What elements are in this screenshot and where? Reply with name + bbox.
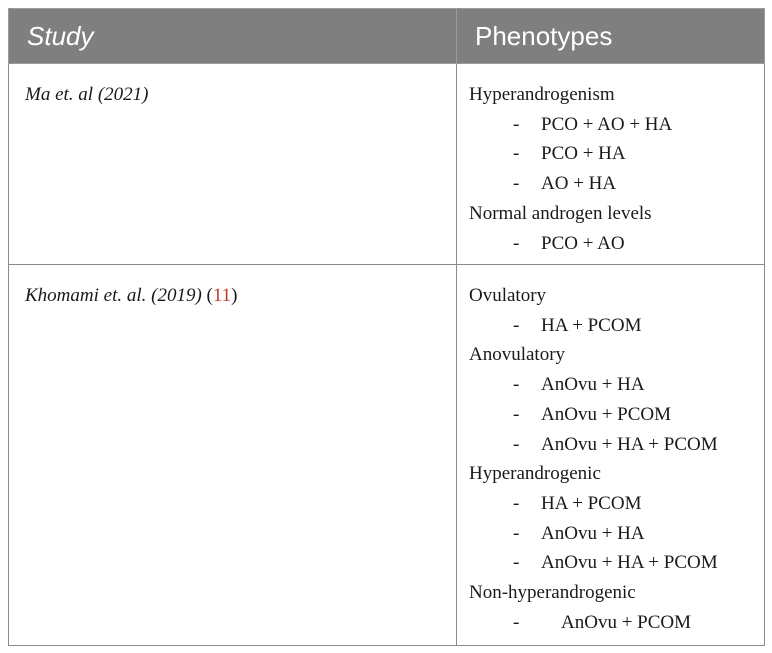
phenotype-group-label: Normal androgen levels xyxy=(469,202,652,224)
phenotype-item: - AnOvu + HA + PCOM xyxy=(513,552,718,574)
phenotype-group-label: Hyperandrogenic xyxy=(469,463,601,485)
study-name: Ma et. al (2021) xyxy=(25,84,149,105)
phenotype-group-label: Hyperandrogenism xyxy=(469,84,615,105)
phenotype-item: - AnOvu + HA xyxy=(513,522,645,544)
table-row xyxy=(9,265,765,646)
study-name: Khomami et. al. (2019) xyxy=(25,285,202,306)
phenotypes-table xyxy=(8,8,765,646)
phenotype-item: - PCO + HA xyxy=(513,143,626,165)
phenotype-item: - PCO + AO xyxy=(513,232,625,254)
header-row xyxy=(9,9,765,64)
phenotype-item: - HA + PCOM xyxy=(513,492,642,514)
phenotype-item: - AnOvu + HA + PCOM xyxy=(513,433,718,455)
phenotypes-cell xyxy=(457,265,765,646)
header-study: Study xyxy=(9,9,457,64)
citation-link[interactable]: 11 xyxy=(212,285,232,306)
phenotype-item: - AnOvu + PCOM xyxy=(513,403,672,425)
phenotype-item: - AnOvu + PCOM xyxy=(513,611,692,633)
phenotype-group-label: Ovulatory xyxy=(469,285,547,306)
phenotypes-cell xyxy=(457,64,765,265)
phenotype-item: - AnOvu + HA xyxy=(513,374,645,396)
phenotype-group-label: Anovulatory xyxy=(469,344,566,366)
phenotype-item: - AO + HA xyxy=(513,173,617,195)
phenotype-item: - HA + PCOM xyxy=(513,314,642,336)
phenotype-group-label: Non-hyperandrogenic xyxy=(469,582,636,604)
phenotype-item: - PCO + AO + HA xyxy=(513,113,673,135)
header-phenotypes: Phenotypes xyxy=(457,9,765,64)
citation: (11) xyxy=(201,285,238,306)
study-cell xyxy=(9,64,457,265)
study-cell xyxy=(9,265,457,646)
table-row xyxy=(9,64,765,265)
